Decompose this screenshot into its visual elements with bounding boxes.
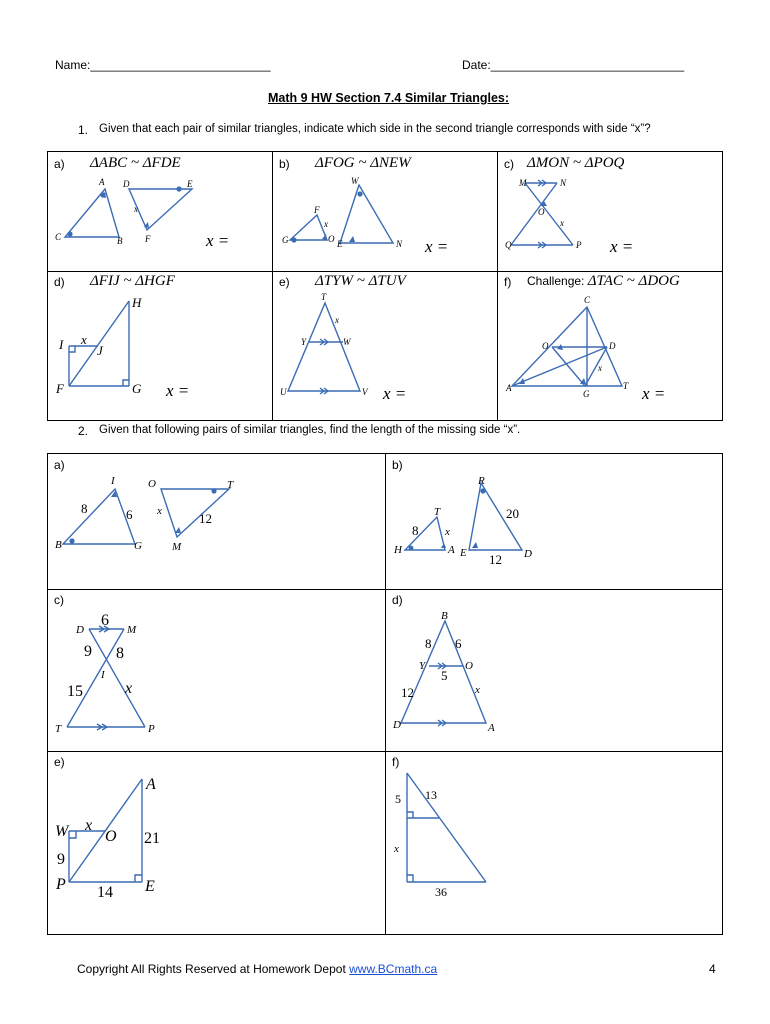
q1a-diagram xyxy=(47,151,272,271)
page-number: 4 xyxy=(709,962,716,976)
q2e-vertex-o: O xyxy=(105,828,117,845)
q2e-value-21: 21 xyxy=(144,830,160,847)
q1f-vertex-t: T xyxy=(623,381,629,391)
q2e-value-9: 9 xyxy=(57,851,65,868)
q1b-diagram xyxy=(272,151,497,271)
q1c-side-x: x xyxy=(560,218,564,228)
q2c-value-8: 8 xyxy=(116,645,124,662)
q2b-value-x: x xyxy=(445,526,450,538)
date-label: Date:_____________________________ xyxy=(462,58,685,72)
q1c-vertex-m: M xyxy=(519,178,527,188)
q1e-vertex-u: U xyxy=(280,387,287,397)
q2d-vertex-d: D xyxy=(393,719,401,731)
q2c-value-x: x xyxy=(125,680,133,697)
q1a-vertex-f: F xyxy=(145,234,151,244)
q2e-diagram xyxy=(47,751,385,935)
q2d-value-x: x xyxy=(475,684,480,696)
q1e-side-x: x xyxy=(335,315,339,325)
q1c-vertex-n: N xyxy=(560,178,567,188)
q1a-vertex-d: D xyxy=(123,179,130,189)
q1c-statement: ΔMON ~ ΔPOQ xyxy=(527,155,625,171)
q1b-vertex-o: O xyxy=(328,234,335,244)
q2e-value-x: x xyxy=(85,817,93,834)
footer-link[interactable]: www.BCmath.ca xyxy=(349,962,438,976)
q2d-vertex-b: B xyxy=(441,610,448,622)
q2e-vertex-w: W xyxy=(55,823,69,840)
q2c-vertex-p: P xyxy=(148,723,155,735)
q1b-vertex-e: E xyxy=(337,239,343,249)
date-blank[interactable]: _____________________________ xyxy=(490,58,685,72)
q2d-value-8: 8 xyxy=(425,636,432,651)
q2b-vertex-r: R xyxy=(478,475,485,487)
q2d-value-12: 12 xyxy=(401,685,414,700)
q1a-vertex-b: B xyxy=(117,236,123,246)
q1a-side-x: x xyxy=(134,204,138,214)
q1e-vertex-y: Y xyxy=(301,337,307,347)
q2d-label: d) xyxy=(392,593,403,607)
q1b-vertex-f: F xyxy=(314,205,320,215)
q1a-vertex-e: E xyxy=(187,179,193,189)
q2a-vertex-m: M xyxy=(172,541,182,553)
q2c-vertex-m: M xyxy=(127,624,137,636)
page-title: Math 9 HW Section 7.4 Similar Triangles: xyxy=(268,91,510,105)
q1e-answer-prompt[interactable]: x = xyxy=(383,384,407,403)
q1d-label: d) xyxy=(54,275,65,289)
q2e-vertex-p: P xyxy=(56,876,66,893)
q2c-vertex-i: I xyxy=(101,669,105,681)
q1f-answer-prompt[interactable]: x = xyxy=(642,384,666,403)
q2e-value-14: 14 xyxy=(97,884,113,901)
q1c-vertex-p: P xyxy=(576,240,582,250)
q2c-value-15: 15 xyxy=(67,683,83,700)
q1-number: 1. xyxy=(78,123,89,137)
q2b-value-20: 20 xyxy=(506,506,519,521)
q1d-side-x: x xyxy=(81,332,87,347)
q2e-vertex-e: E xyxy=(145,878,155,895)
q2b-value-12: 12 xyxy=(489,552,502,567)
q1b-statement: ΔFOG ~ ΔNEW xyxy=(315,155,411,171)
q1f-vertex-c: C xyxy=(584,295,591,305)
name-label: Name:___________________________ xyxy=(55,58,271,72)
q2f-value-36: 36 xyxy=(435,885,447,899)
q2f-value-13: 13 xyxy=(425,788,437,802)
q1a-vertex-c: C xyxy=(55,232,62,242)
q1e-label: e) xyxy=(279,275,290,289)
q2c-value-9: 9 xyxy=(84,643,92,660)
q1d-answer-prompt[interactable]: x = xyxy=(166,381,190,400)
q2e-vertex-a: A xyxy=(146,776,156,793)
q1d-vertex-i: I xyxy=(59,337,64,352)
footer-copyright: Copyright All Rights Reserved at Homework Depot www.BCmath.ca xyxy=(77,962,438,976)
q2a-vertex-b: B xyxy=(55,539,62,551)
q2c-vertex-t: T xyxy=(55,723,62,735)
q1-prompt: Given that each pair of similar triangles, indicate which side in the second triangle corresponds with side “x”? xyxy=(99,123,651,135)
q1a-vertex-a: A xyxy=(99,177,105,187)
q1b-label: b) xyxy=(279,157,290,171)
q1d-vertex-h: H xyxy=(132,295,142,310)
q1e-vertex-t: T xyxy=(321,292,327,302)
q1b-vertex-w: W xyxy=(351,176,359,186)
q2b-value-8: 8 xyxy=(412,523,419,538)
q2-prompt: Given that following pairs of similar triangles, find the length of the missing side “x”. xyxy=(99,424,521,436)
q2f-value-5: 5 xyxy=(395,792,401,806)
q1f-vertex-o: O xyxy=(542,341,549,351)
q1e-vertex-w: W xyxy=(343,337,351,347)
q2a-label: a) xyxy=(54,458,65,472)
q2b-vertex-h: H xyxy=(394,544,402,556)
q2a-vertex-i: I xyxy=(111,475,115,487)
q2c-value-6: 6 xyxy=(101,612,109,629)
q2d-vertex-y: Y xyxy=(419,660,426,672)
q2c-label: c) xyxy=(54,593,64,607)
q1b-vertex-g: G xyxy=(282,235,289,245)
q2f-value-x: x xyxy=(394,843,399,855)
q2a-value-6: 6 xyxy=(126,507,133,522)
name-blank[interactable]: ___________________________ xyxy=(90,58,271,72)
q1c-answer-prompt[interactable]: x = xyxy=(610,237,634,256)
q1c-label: c) xyxy=(504,157,514,171)
q2a-value-x: x xyxy=(157,505,162,517)
q1b-side-x: x xyxy=(324,219,328,229)
q2b-label: b) xyxy=(392,458,403,472)
q1f-vertex-g: G xyxy=(583,389,590,399)
q2f-diagram xyxy=(385,751,723,935)
q1f-side-x: x xyxy=(598,363,602,373)
q1e-vertex-v: V xyxy=(362,387,368,397)
q2c-vertex-d: D xyxy=(76,624,84,636)
q2d-diagram xyxy=(385,589,723,751)
q2a-vertex-t: T xyxy=(227,479,234,491)
q2a-value-8: 8 xyxy=(81,501,88,516)
q1f-diagram xyxy=(497,271,722,421)
q1d-diagram xyxy=(47,271,272,421)
q1a-label: a) xyxy=(54,157,65,171)
q2a-diagram xyxy=(47,453,385,589)
q1f-label: f) xyxy=(504,275,512,289)
q1d-statement: ΔFIJ ~ ΔHGF xyxy=(90,273,175,289)
q1d-vertex-j: J xyxy=(97,343,103,358)
q2a-value-12: 12 xyxy=(199,511,212,526)
q1f-vertex-a: A xyxy=(506,383,512,393)
q2b-vertex-d: D xyxy=(524,548,532,560)
q1b-answer-prompt[interactable]: x = xyxy=(425,237,449,256)
q1e-statement: ΔTYW ~ ΔTUV xyxy=(315,273,406,289)
q2d-vertex-o: O xyxy=(465,660,473,672)
q1d-vertex-f: F xyxy=(56,381,64,396)
q1c-vertex-o: O xyxy=(538,207,545,217)
q2b-vertex-e: E xyxy=(460,547,467,559)
q1a-statement: ΔABC ~ ΔFDE xyxy=(90,155,181,171)
q1f-vertex-d: D xyxy=(609,341,616,351)
q2b-diagram xyxy=(385,453,723,589)
q2a-vertex-o: O xyxy=(148,478,156,490)
q2a-vertex-g: G xyxy=(134,540,142,552)
q1c-vertex-q: Q xyxy=(505,240,512,250)
q1b-vertex-n: N xyxy=(396,239,403,249)
q2d-value-6: 6 xyxy=(455,636,462,651)
q2d-vertex-a: A xyxy=(488,722,495,734)
q2d-value-5: 5 xyxy=(441,668,448,683)
q1f-statement: Challenge: ΔTAC ~ ΔDOG xyxy=(527,273,680,289)
q2c-diagram xyxy=(47,589,385,751)
q2b-vertex-t: T xyxy=(434,506,441,518)
q2b-vertex-a: A xyxy=(448,544,455,556)
q2e-label: e) xyxy=(54,755,65,769)
q1a-answer-prompt[interactable]: x = xyxy=(206,231,230,250)
q2f-label: f) xyxy=(392,755,400,769)
q2-number: 2. xyxy=(78,424,89,438)
q1d-vertex-g: G xyxy=(132,381,142,396)
